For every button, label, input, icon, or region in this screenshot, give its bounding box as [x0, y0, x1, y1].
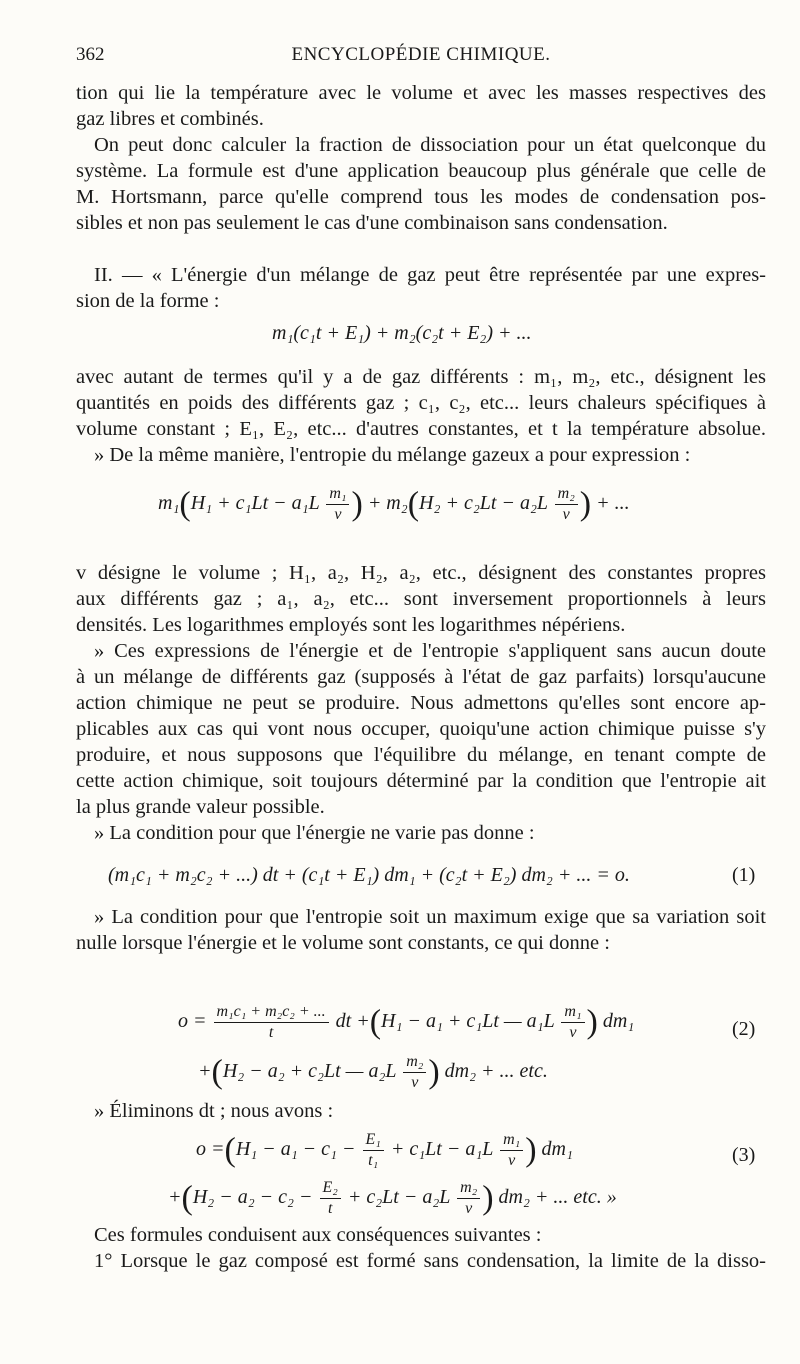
text-line: » La condition pour que l'entropie soit un maximum exige que sa variation soit — [94, 906, 766, 928]
page-number: 362 — [76, 44, 105, 65]
text-line: aux différents gaz ; a₁, a₂, etc... sont inversement proportionnels à leurs — [76, 588, 766, 610]
text-line: sibles et non pas seulement le cas d'une combinaison sans condensation. — [76, 212, 668, 234]
text-line: nulle lorsque l'énergie et le volume sont constants, ce qui donne : — [76, 932, 610, 954]
entropy-formula: m₁(H₁ + c₁Lt − a₁L $\frac{\text{m₁}}{v}$ ) + m₂(H₂ + c₂Lt − a₂L $\frac{\text{m₂}}{v}$ ) + ... — [158, 485, 630, 523]
text-line: cette action chimique, soit toujours déterminé par la condition que l'entropie ait — [76, 770, 766, 792]
text-line: » Ces expressions de l'énergie et de l'entropie s'appliquent sans aucun doute — [94, 640, 766, 662]
text-line: » La condition pour que l'énergie ne varie pas donne : — [94, 822, 535, 844]
text-line: quantités en poids des différents gaz ; c₁, c₂, etc... leurs chaleurs spécifiques à — [76, 392, 766, 414]
equation-3-number: (3) — [732, 1144, 756, 1166]
running-title: ENCYCLOPÉDIE CHIMIQUE. — [291, 44, 551, 65]
equation-1: (m₁c₁ + m₂c₂ + ...) dt + (c₁t + E₁) dm₁ + (c₂t + E₂) dm₂ + ... = o. — [108, 864, 630, 886]
text-line: Ces formules conduisent aux conséquences suivantes : — [94, 1224, 542, 1246]
equation-1-number: (1) — [732, 864, 756, 886]
text-line: à un mélange de différents gaz (supposés à l'état de gaz parfaits) lorsqu'aucune — [76, 666, 766, 688]
text-line: système. La formule est d'une application beaucoup plus générale que celle de — [76, 160, 766, 182]
equation-2-line-2: +(H₂ − a₂ + c₂Lt — a₂L $\frac{\text{m₂}}{v}$ ) dm₂ + ... etc. — [198, 1053, 548, 1091]
text-line: produire, et nous supposons que l'équilibre du mélange, en tenant compte de — [76, 744, 766, 766]
text-line: action chimique ne peut se produire. Nous admettons qu'elles sont encore ap- — [76, 692, 766, 714]
text-line: densités. Les logarithmes employés sont les logarithmes népériens. — [76, 614, 626, 636]
text-line: volume constant ; E₁, E₂, etc... d'autres constantes, et t la température absolue. — [76, 418, 766, 440]
text-line: sion de la forme : — [76, 290, 220, 312]
text-line: avec autant de termes qu'il y a de gaz différents : m₁, m₂, etc., désignent les — [76, 366, 766, 388]
equation-2-line-1: o = $\frac{\text{m₁c₁ + m₂c₂ + ...}}{t}$ dt +(H₁ − a₁ + c₁Lt — a₁L $\frac{\text{m₁}}{v}$ ) dm₁ — [178, 1003, 635, 1041]
text-line: » Éliminons dt ; nous avons : — [94, 1100, 334, 1122]
equation-2-number: (2) — [732, 1018, 756, 1040]
text-line: la plus grande valeur possible. — [76, 796, 325, 818]
text-line: tion qui lie la température avec le volume et avec les masses respectives des — [76, 82, 766, 104]
text-line: 1° Lorsque le gaz composé est formé sans condensation, la limite de la disso- — [94, 1250, 766, 1272]
text-line: v désigne le volume ; H₁, a₂, H₂, a₂, etc., désignent des constantes propres — [76, 562, 766, 584]
text-line: » De la même manière, l'entropie du mélange gazeux a pour expression : — [94, 444, 691, 466]
equation-3-line-2: +(H₂ − a₂ − c₂ − $\frac{\text{E₂}}{t}$ + c₂Lt − a₂L $\frac{\text{m₂}}{v}$ ) dm₂ + ... etc. » — [168, 1179, 617, 1217]
text-line: On peut donc calculer la fraction de dissociation pour un état quelconque du — [94, 134, 766, 156]
text-line: plicables aux cas qui vont nous occuper, quoiqu'une action chimique puisse s'y — [76, 718, 766, 740]
text-line: M. Hortsmann, parce qu'elle comprend tous les modes de condensation pos- — [76, 186, 766, 208]
text-line: II. — « L'énergie d'un mélange de gaz peut être représentée par une expres- — [94, 264, 766, 286]
page-header — [76, 44, 766, 68]
equation-3-line-1: o =(H₁ − a₁ − c₁ − $\frac{\text{E₁}}{\text{t₁}}$ + c₁Lt − a₁L $\frac{\text{m₁}}{v}$ ) dm₁ — [196, 1131, 573, 1169]
text-line: gaz libres et combinés. — [76, 108, 264, 130]
energy-formula: m₁(c₁t + E₁) + m₂(c₂t + E₂) + ... — [272, 322, 532, 344]
